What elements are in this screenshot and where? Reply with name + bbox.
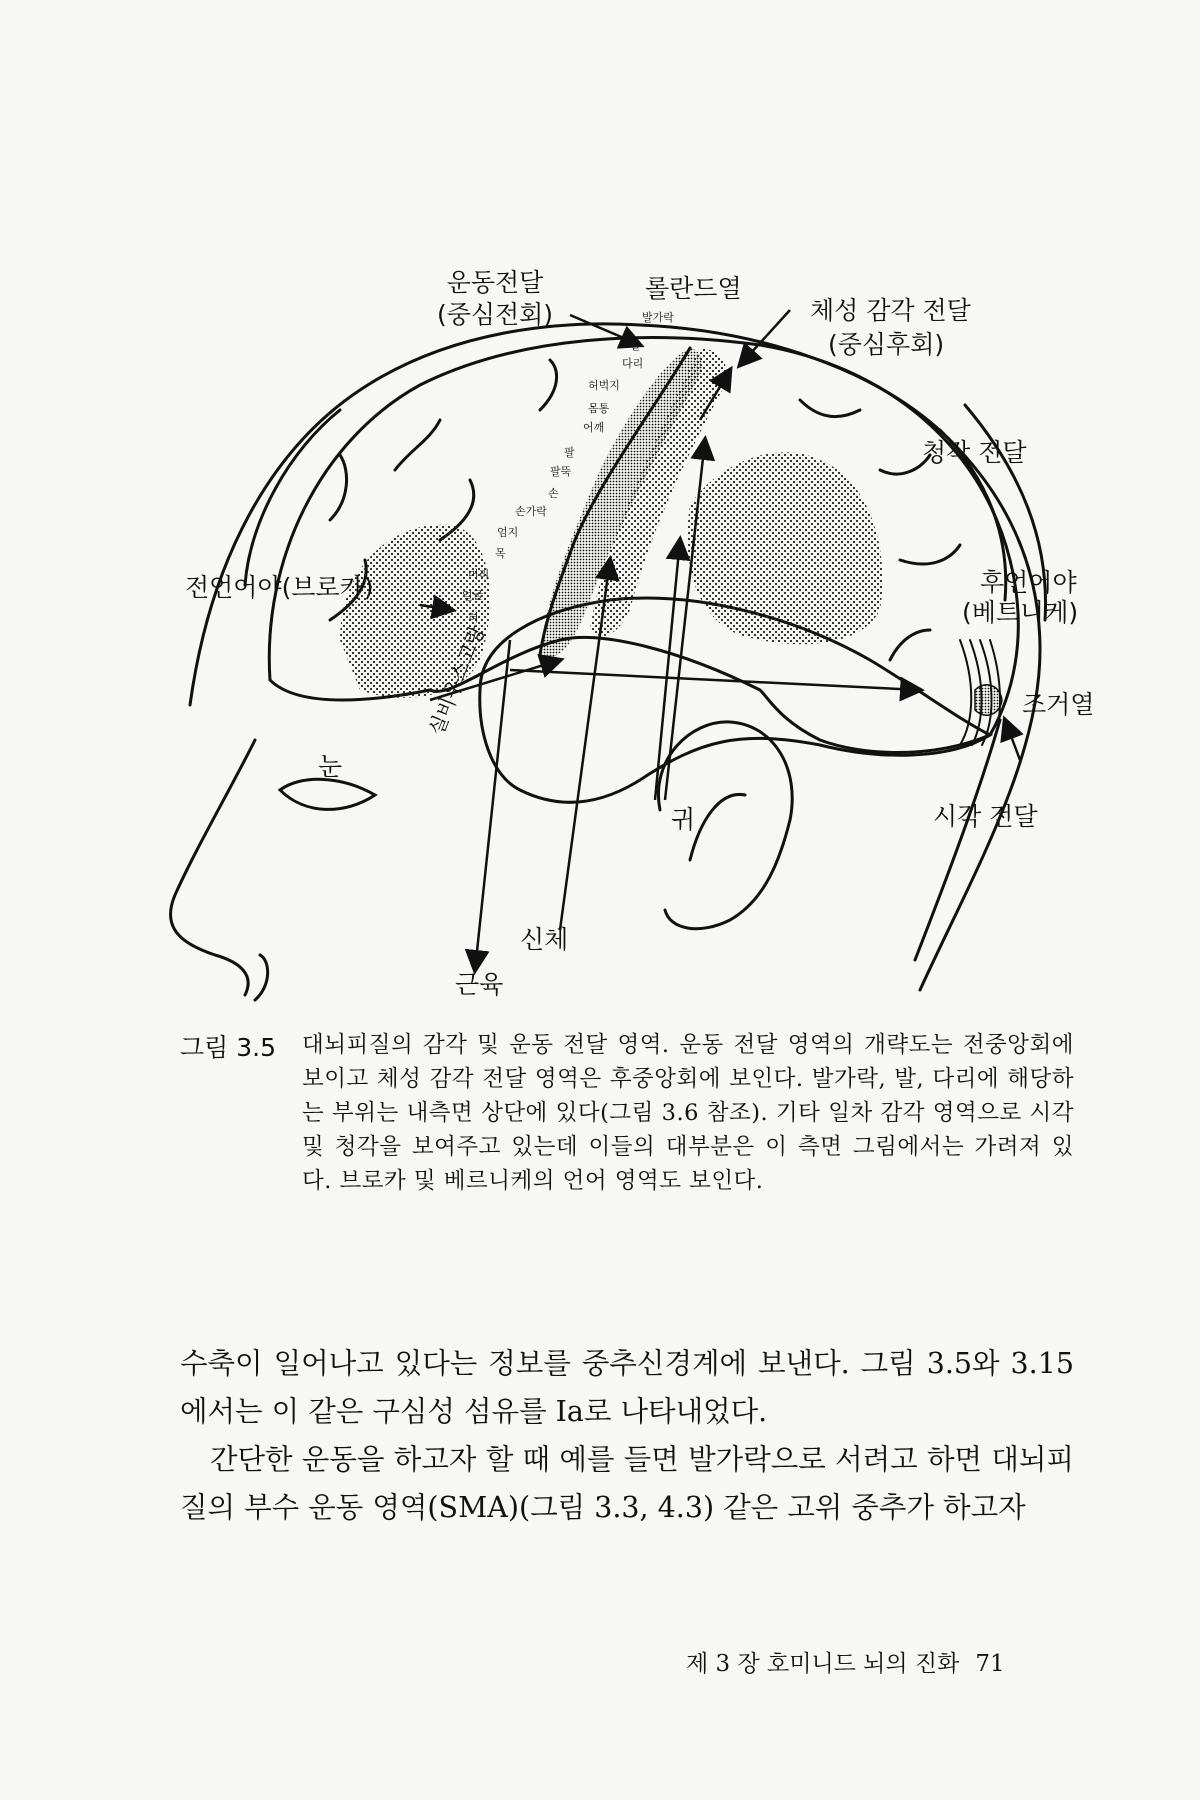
homunculus-label: 허벅지 <box>588 379 620 392</box>
homunculus-label: 다리 <box>622 357 644 370</box>
label-somato: 체성 감각 전달 <box>810 296 971 325</box>
homunculus-label: 손 <box>548 487 559 500</box>
label-sylvian: 실비우스고랑 <box>423 622 490 739</box>
homunculus-label: 발 <box>630 339 641 352</box>
homunculus-label: 팔 <box>564 446 575 459</box>
body-paragraph: 간단한 운동을 하고자 할 때 예를 들면 발가락으로 서려고 하면 대뇌피질의 부수 운동 영역(SMA)(그림 3.3, 4.3) 같은 고위 중추가 하고자 <box>180 1443 1074 1524</box>
homunculus-label: 혀 <box>468 611 479 624</box>
label-calcarine: 조거열 <box>1022 690 1095 719</box>
auditory-area <box>687 452 882 644</box>
label-eye: 눈 <box>318 752 343 781</box>
label-muscle: 근육 <box>455 970 504 999</box>
label-motor-sub: (중심전회) <box>436 300 554 329</box>
eye <box>280 779 375 809</box>
label-somato-sub: (중심후회) <box>828 330 945 359</box>
label-broca: 전언어야(브로카) <box>185 573 374 602</box>
caption-text: 대뇌피질의 감각 및 운동 전달 영역. 운동 전달 영역의 개략도는 전중앙회에 보이고 체성 감각 전달 영역은 후중앙회에 보인다. 발가락, 발, 다리에 해당하는 부위는 내측면 상단에 있다(그림 3.6 참조). 기타 일차 감각 영역으로 시각 및 청각을 보여주고 있는데 이들의 대부분은 이 측면 그림에서는 가려져 있다. 브로카 및 베르니케의 언어 영역도 보인다. <box>302 1032 1074 1194</box>
page-footer <box>686 1645 1005 1678</box>
label-motor: 운동전달 <box>446 268 544 297</box>
homunculus-label: 목 <box>495 547 506 560</box>
label-visual: 시각 전달 <box>933 802 1038 831</box>
label-wernicke-sub: (베트니케) <box>962 598 1079 627</box>
body-paragraph: 수축이 일어나고 있다는 정보를 중추신경계에 보낸다. 그림 3.5와 3.15에서는 이 같은 구심성 섬유를 Ia로 나타내었다. <box>180 1347 1074 1428</box>
homunculus-label: 얼굴 <box>462 589 484 602</box>
face-profile <box>171 740 255 995</box>
visual-area <box>975 685 1002 715</box>
homunculus-label: 발가락 <box>642 311 674 324</box>
body-text <box>180 1340 1074 1532</box>
label-auditory: 청각 전달 <box>922 438 1027 467</box>
homunculus-label: 팔뚝 <box>550 465 572 478</box>
caption-number: 그림 3.5 <box>180 1033 277 1062</box>
homunculus-label: 몸통 <box>588 402 610 415</box>
label-body: 신체 <box>520 925 569 954</box>
label-ear: 귀 <box>671 805 696 834</box>
chapter-title: 제 3 장 호미니드 뇌의 진화 <box>686 1651 960 1677</box>
label-wernicke: 후언어야 <box>980 568 1077 597</box>
homunculus-label: 손가락 <box>515 505 547 518</box>
homunculus-label: 엄지 <box>497 526 519 539</box>
head-outline <box>190 324 1040 990</box>
page-number: 71 <box>975 1651 1005 1677</box>
label-rolando: 롤란드열 <box>645 274 742 303</box>
homunculus-label: 어깨 <box>583 421 605 434</box>
homunculus-label: 머리 <box>468 568 490 581</box>
